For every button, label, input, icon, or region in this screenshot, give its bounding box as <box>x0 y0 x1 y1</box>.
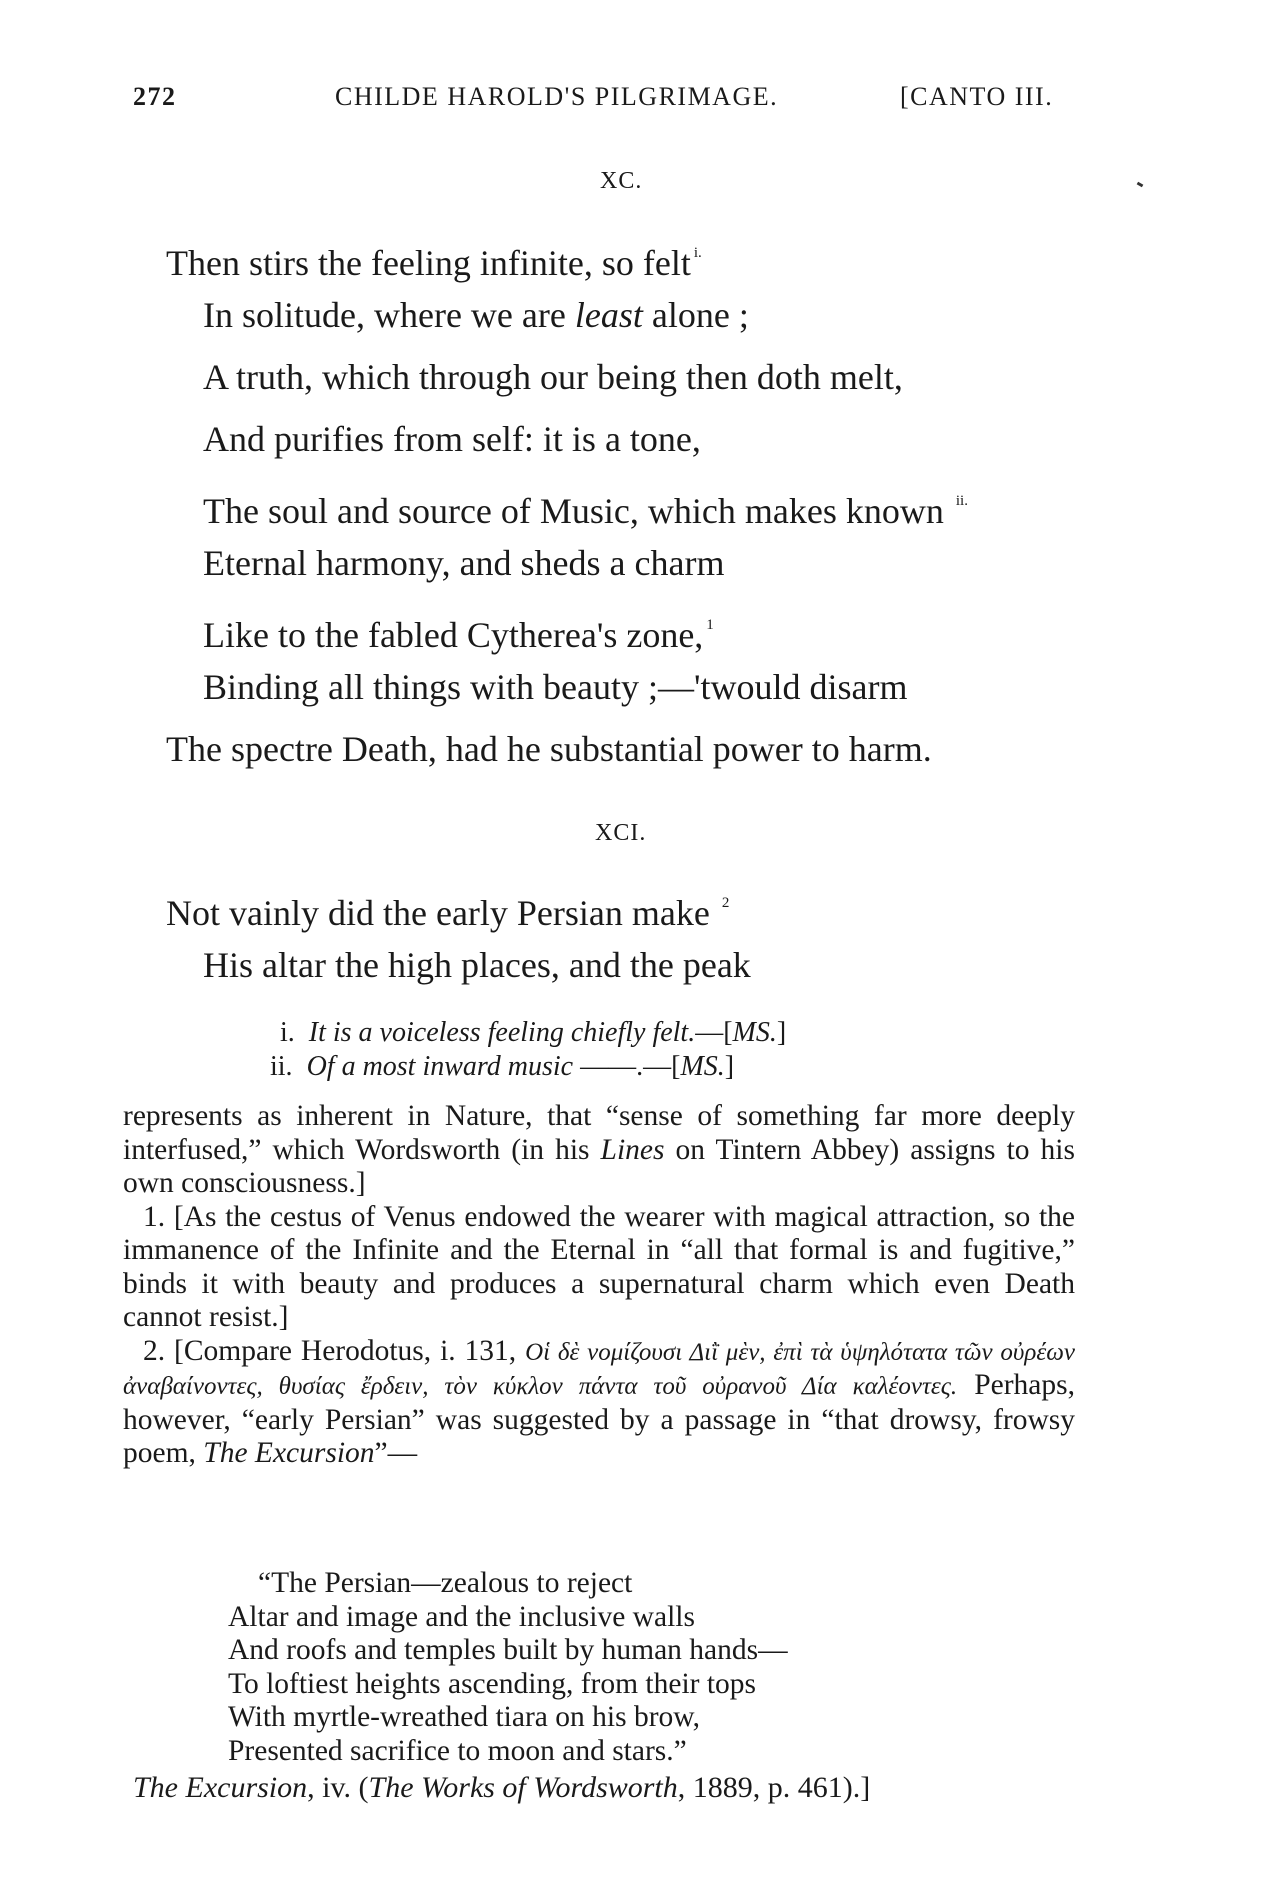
verse-line: Eternal harmony, and sheds a charm <box>203 543 725 583</box>
stray-mark <box>1137 182 1144 188</box>
verse-line: A truth, which through our being then doth melt, <box>203 357 903 397</box>
greek-quotation: Οἱ δὲ νομίζουσι Διῒ μὲν, ἐπὶ τὰ ὑψηλότατα τῶν οὐρέων ἀναβαίνοντες, θυσίας ἔρδειν, τὸν κύκλον πάντα τοῦ οὐρανοῦ Δία καλέοντες. <box>123 1338 1075 1400</box>
quote-line: “The Persian—zealous to reject <box>258 1567 633 1599</box>
quote-line: And roofs and temples built by human hands— <box>228 1634 788 1666</box>
footnote-ref: 2 <box>721 895 730 911</box>
verse-line: And purifies from self: it is a tone, <box>203 419 701 459</box>
stanza-xci <box>166 872 751 996</box>
variant-reading: ii. Of a most inward music ——.—[MS.] <box>270 1051 735 1082</box>
variant-ref: i. <box>693 245 702 261</box>
verse-line: His altar the high places, and the peak <box>203 945 751 985</box>
footnote-2: 2. [Compare Herodotus, i. 131, Οἱ δὲ νομίζουσι Διῒ μὲν, ἐπὶ τὰ ὑψηλότατα τῶν οὐρέων ἀναβαίνοντες, θυσίας ἔρδειν, τὸν κύκλον πάντα τοῦ οὐρανοῦ Δία καλέοντες. Perhaps, however, “early Persian” was suggested by a passage in “that drowsy, frowsy poem, The Excursion”— <box>123 1334 1075 1469</box>
stanza-number: XC. <box>600 168 643 194</box>
stanza-xc <box>166 222 968 780</box>
page-number: 272 <box>133 82 177 111</box>
editorial-notes <box>123 1100 1075 1471</box>
verse-line: Not vainly did the early Persian make $^2$ <box>166 893 730 933</box>
verse-line: Then stirs the feeling infinite, so felt $^{i.}$ <box>166 243 702 283</box>
quote-line: Presented sacrifice to moon and stars.” <box>228 1734 687 1767</box>
quote-line: Altar and image and the inclusive walls <box>228 1600 695 1633</box>
footnote-1: 1. [As the cestus of Venus endowed the wearer with magical attraction, so the immanence of the Infinite and the Eternal in “all that formal is and fugitive,” binds it with beauty and produces a supernatural charm which even Death cannot resist.] <box>123 1200 1076 1333</box>
footnote-ref: 1 <box>706 617 714 633</box>
running-title: CHILDE HAROLD'S PILGRIMAGE. <box>335 82 779 111</box>
verse-line: Binding all things with beauty ;—'twould disarm <box>203 667 908 707</box>
variant-ref: ii. <box>955 493 968 509</box>
quote-line: With myrtle-wreathed tiara on his brow, <box>228 1701 701 1733</box>
verse-line: In solitude, where we are least alone ; <box>203 295 749 335</box>
variant-reading: i. It is a voiceless feeling chiefly felt.—[MS.] <box>280 1017 787 1048</box>
note-continuation: represents as inherent in Nature, that “sense of something far more deeply interfused,” which Wordsworth (in his Lines on Tintern Abbey) assigns to his own consciousness.] <box>123 1100 1075 1199</box>
verse-line: Like to the fabled Cytherea's zone, $^1$ <box>203 615 714 655</box>
verse-line: The spectre Death, had he substantial power to harm. <box>166 729 932 769</box>
section-heading: [CANTO III. <box>900 82 1054 111</box>
stanza-number: XCI. <box>595 820 647 846</box>
verse-line: The soul and source of Music, which makes known $^{ii.}$ <box>203 491 968 531</box>
quoted-passage <box>228 1567 788 1768</box>
quote-line: To loftiest heights ascending, from their tops <box>228 1667 757 1700</box>
citation: The Excursion, iv. (The Works of Wordsworth, 1889, p. 461).] <box>133 1771 871 1804</box>
